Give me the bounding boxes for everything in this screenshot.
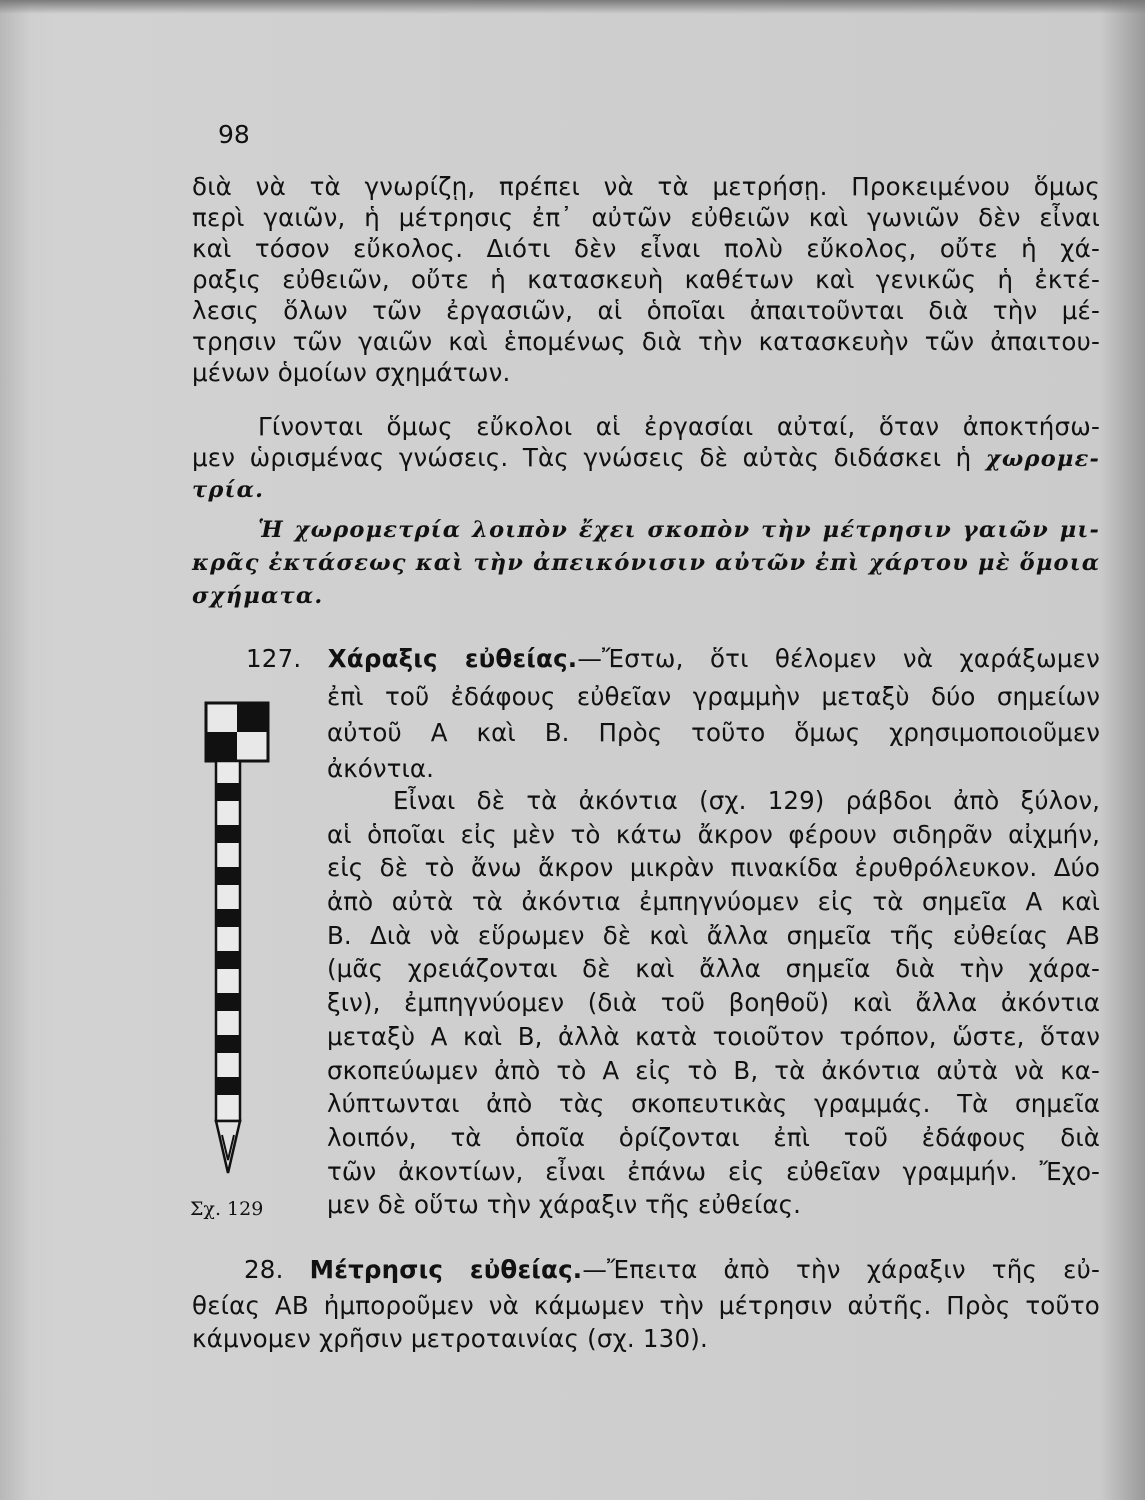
rod-iron-tip — [216, 1121, 240, 1173]
section-127-first-line — [246, 643, 1100, 674]
text-line: μεταξὺ Α καὶ Β, ἀλλὰ κατὰ τοιοῦτον τρόπον, ὥστε, ὅταν — [327, 1021, 1100, 1051]
section-128-lines — [192, 1289, 1100, 1355]
text-line: θείας ΑΒ ἠμποροῦμεν νὰ κάμωμεν τὴν μέτρησιν αὐτῆς. Πρὸς τοῦτο — [192, 1291, 1100, 1320]
target-square-light — [206, 703, 237, 732]
text-line: μένων ὁμοίων σχημάτων. — [192, 358, 511, 387]
text-line: σκοπεύωμεν ἀπὸ τὸ Α εἰς τὸ Β, τὰ ἀκόντια αὐτὰ νὰ κα- — [327, 1055, 1100, 1085]
text-line: Β. Διὰ νὰ εὕρωμεν δὲ καὶ ἄλλα σημεῖα τῆς εὐθείας ΑΒ — [327, 920, 1100, 950]
text-line: μεν δὲ οὕτω τὴν χάραξιν τῆς εὐθείας. — [327, 1190, 802, 1220]
section-128-first-line — [244, 1254, 1100, 1285]
text-line: αὐτοῦ Α καὶ Β. Πρὸς τοῦτο ὅμως χρησιμοποιοῦμεν — [327, 718, 1100, 747]
bold-term: τρία. — [192, 477, 265, 503]
section-127-lines — [327, 679, 1100, 787]
text-line: ραξις εὐθειῶν, οὔτε ἡ κατασκευὴ καθέτων καὶ γενικῶς ἡ ἐκτέ- — [192, 265, 1100, 294]
text-line: λοιπόν, τὰ ὁποῖα ὁρίζονται ἐπὶ τοῦ ἐδάφους διὰ — [327, 1122, 1100, 1152]
text-line: τῶν ἀκοντίων, εἶναι ἐπάνω εἰς εὐθεῖαν γραμμήν. Ἔχο- — [327, 1156, 1100, 1186]
target-square-dark — [206, 732, 237, 761]
text-line: κάμνομεν χρῆσιν μετροταινίας (σχ. 130). — [192, 1324, 709, 1353]
page-number: 98 — [218, 120, 250, 149]
text-line: ἀπὸ αὐτὰ τὰ ἀκόντια ἐμπηγνύομεν εἰς τὰ σημεῖα Α καὶ — [327, 887, 1100, 917]
bold-term: χωρομε- — [985, 446, 1100, 472]
text-line: Γίνονται ὅμως εὔκολοι αἱ ἐργασίαι αὐταί, ὅταν ἀποκτήσω- — [258, 412, 1100, 441]
text-line: τρησιν τῶν γαιῶν καὶ ἑπομένως διὰ τὴν κατασκευὴν τῶν ἀπαιτου- — [192, 327, 1100, 356]
text-span: μεν ὡρισμένας γνώσεις. Τὰς γνώσεις δὲ αὐτὰς διδάσκει ἡ — [192, 443, 972, 472]
section-number: 127. — [246, 644, 302, 673]
text-span: —Ἔπειτα ἀπὸ τὴν χάραξιν τῆς εὐ- — [582, 1255, 1100, 1284]
rod-body — [216, 761, 240, 1121]
text-line: περὶ γαιῶν, ἡ μέτρησις ἐπ᾿ αὐτῶν εὐθειῶν καὶ γωνιῶν δὲν εἶναι — [192, 203, 1100, 232]
text-line: Εἶναι δὲ τὰ ἀκόντια (σχ. 129) ράβδοι ἀπὸ ξύλον, — [393, 786, 1100, 815]
text-line — [244, 1254, 1100, 1285]
text-line: λύπτωνται ἀπὸ τὰς σκοπευτικὰς γραμμάς. Τὰ σημεῖα — [327, 1089, 1100, 1119]
text-line: ἐπὶ τοῦ ἐδάφους εὐθεῖαν γραμμὴν μεταξὺ δύο σημείων — [327, 682, 1100, 711]
target-square-light — [237, 732, 268, 761]
target-square-dark — [237, 703, 268, 732]
text-line: αἱ ὁποῖαι εἰς μὲν τὸ κάτω ἄκρον φέρουν σιδηρᾶν αἰχμήν, — [327, 819, 1100, 849]
figure-caption: Σχ. 129 — [190, 1198, 264, 1220]
text-line: λεσις ὅλων τῶν ἐργασιῶν, αἱ ὁποῖαι ἀπαιτοῦνται διὰ τὴν μέ- — [192, 296, 1100, 325]
section-127-paragraph-2 — [327, 784, 1100, 1222]
surveying-rod-figure — [195, 695, 285, 1180]
section-heading: Χάραξις εὐθείας. — [327, 644, 578, 673]
second-paragraph — [192, 411, 1100, 504]
text-line: διὰ νὰ τὰ γνωρίζῃ, πρέπει νὰ τὰ μετρήσῃ. Προκειμένου ὅμως — [192, 172, 1100, 201]
text-line: ἀκόντια. — [327, 754, 435, 783]
section-number: 28. — [244, 1255, 284, 1284]
text-line: κρᾶς ἐκτάσεως καὶ τὴν ἀπεικόνισιν αὐτῶν ἐπὶ χάρτου μὲ ὅμοια — [192, 550, 1101, 576]
section-heading: Μέτρησις εὐθείας. — [309, 1255, 583, 1284]
text-line — [192, 442, 1100, 473]
intro-paragraph — [192, 171, 1100, 388]
text-line — [246, 643, 1100, 674]
text-line: σχήματα. — [192, 583, 324, 609]
text-line: Ἡ χωρομετρία λοιπὸν ἔχει σκοπὸν τὴν μέτρησιν γαιῶν μι- — [258, 517, 1100, 543]
text-line: (μᾶς χρειάζονται δὲ καὶ ἄλλα σημεῖα διὰ τὴν χάρα- — [327, 954, 1100, 984]
text-span: —Ἔστω, ὅτι θέλομεν νὰ χαράξωμεν — [577, 644, 1100, 673]
text-line — [192, 473, 1100, 504]
definition-paragraph — [192, 514, 1100, 613]
text-line: εἰς δὲ τὸ ἄνω ἄκρον μικρὰν πινακίδα ἐρυθρόλευκον. Δύο — [327, 853, 1100, 883]
page-top-shadow — [0, 0, 1145, 14]
text-line: ξιν), ἐμπηγνύομεν (διὰ τοῦ βοηθοῦ) καὶ ἄλλα ἀκόντια — [327, 988, 1100, 1018]
text-line: καὶ τόσον εὔκολος. Διότι δὲν εἶναι πολὺ εὔκολος, οὔτε ἡ χά- — [192, 234, 1100, 263]
